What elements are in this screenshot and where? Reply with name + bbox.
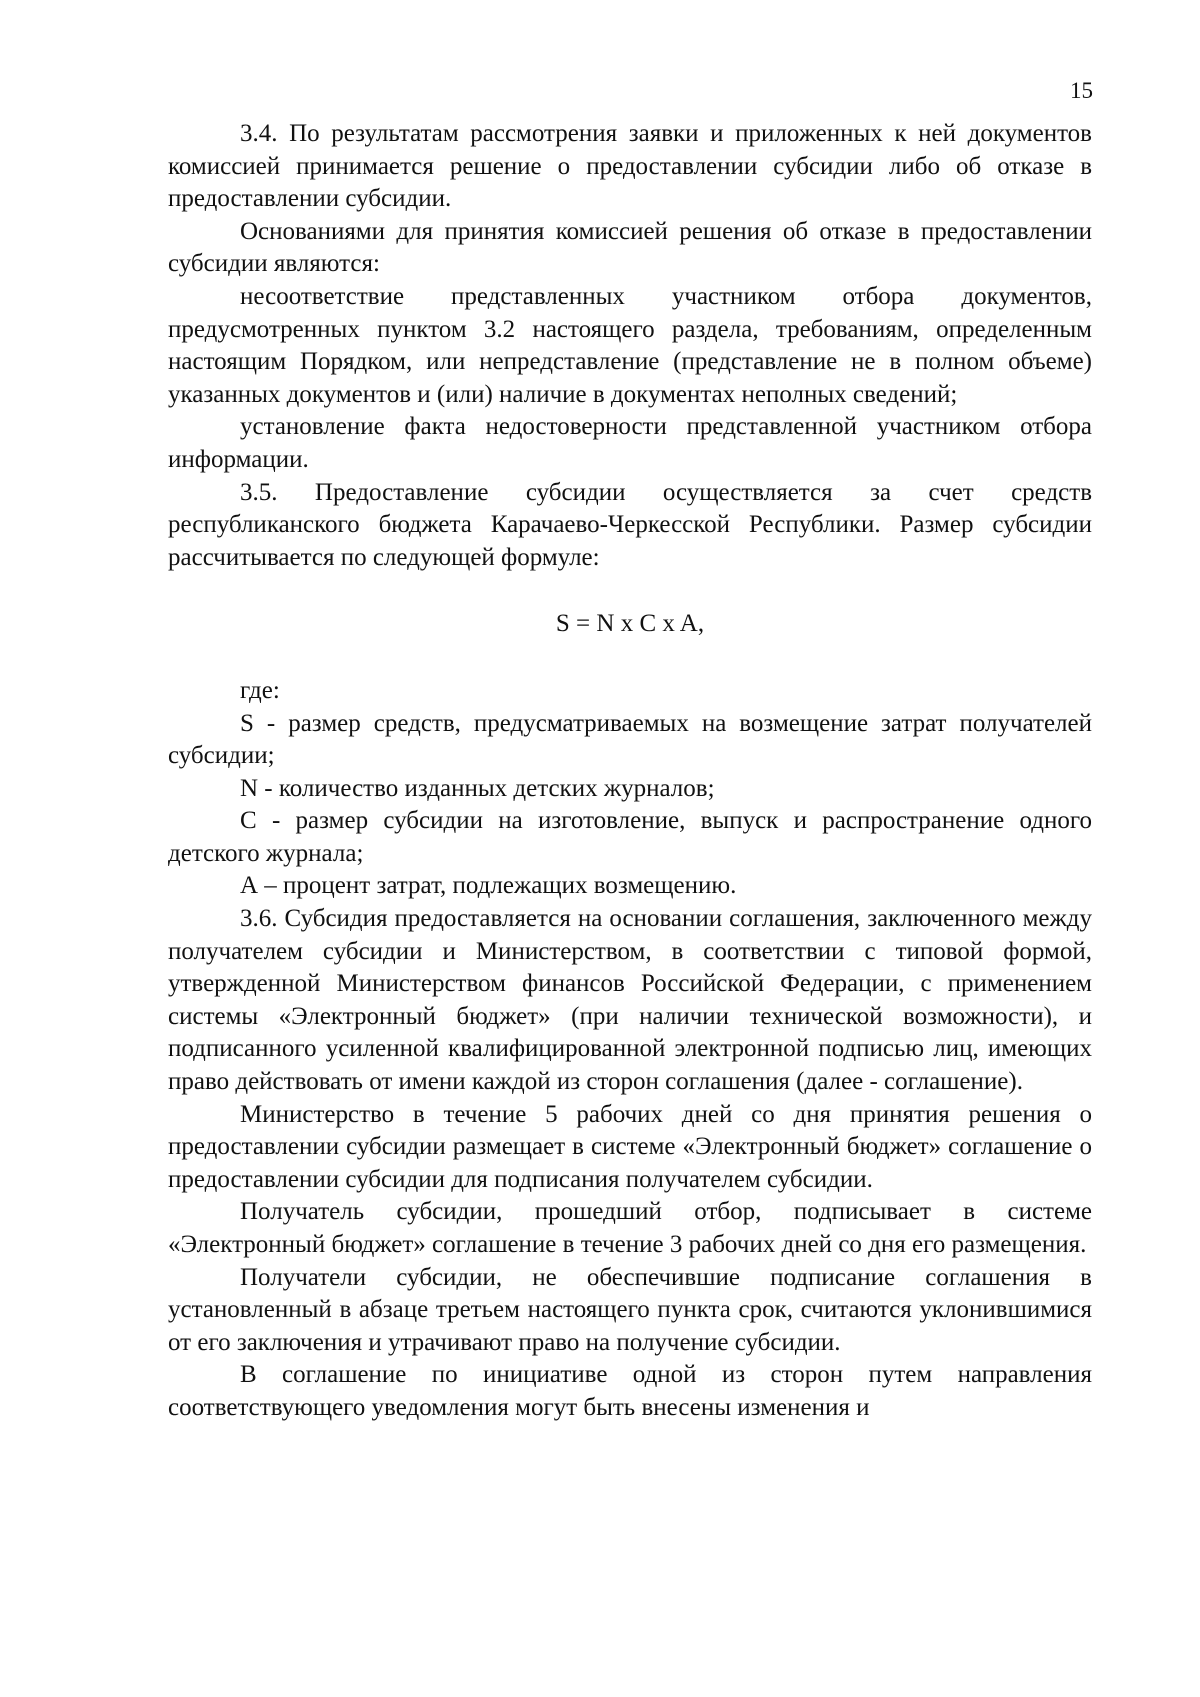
paragraph-unreliability: установление факта недостоверности представленной участником отбора информации. xyxy=(168,413,1092,473)
paragraph-3-4: 3.4. По результатам рассмотрения заявки и приложенных к ней документов комиссией принимается решение о предоставлении субсидии либо об отказе в предоставлении субсидии. xyxy=(168,120,1092,213)
paragraph-n-definition: N - количество изданных детских журналов; xyxy=(240,774,715,802)
paragraph-refusal-grounds: Основаниями для принятия комиссией решения об отказе в предоставлении субсидии являются: xyxy=(168,217,1092,278)
paragraph-s-definition: S - размер средств, предусматриваемых на возмещение затрат получателей субсидии; xyxy=(168,709,1092,770)
paragraph-nonconformity: несоответствие представленных участником отбора документов, предусмотренных пунктом 3.2 настоящего раздела, требованиям, определенным настоящим Порядком, или непредставление (представление не в полном объеме) указанных документов и (или) наличие в документах неполных сведений; xyxy=(168,282,1092,408)
paragraph-3-5: 3.5. Предоставление субсидии осуществляется за счет средств республиканского бюджета Карачаево-Черкесской Республики. Размер субсидии рассчитывается по следующей формуле: xyxy=(168,478,1092,571)
subsidy-formula: S = N x C x A, xyxy=(555,610,705,638)
paragraph-ministry-placement: Министерство в течение 5 рабочих дней со дня принятия решения о предоставлении субсидии размещает в системе «Электронный бюджет» соглашение о предоставлении субсидии для подписания получателем субсидии. xyxy=(168,1100,1092,1193)
paragraph-c-definition: С - размер субсидии на изготовление, выпуск и распространение одного детского журнала; xyxy=(168,807,1092,867)
paragraph-3-6: 3.6. Субсидия предоставляется на основании соглашения, заключенного между получателем субсидии и Министерством, в соответствии с типовой формой, утвержденной Министерством финансов Российской Федерации, с применением системы «Электронный бюджет» (при наличии технической возможности), и подписанного усиленной квалифицированной электронной подписью лиц, имеющих право действовать от имени каждой из сторон соглашения (далее - соглашение). xyxy=(168,905,1092,1096)
paragraph-where: где: xyxy=(240,676,280,704)
document-body xyxy=(168,118,1092,1425)
paragraph-recipient-signing: Получатель субсидии, прошедший отбор, подписывает в системе «Электронный бюджет» соглашение в течение 3 рабочих дней со дня его размещения. xyxy=(168,1198,1092,1258)
page-number: 15 xyxy=(1070,78,1093,103)
paragraph-amendments: В соглашение по инициативе одной из сторон путем направления соответствующего уведомления могут быть внесены изменения и xyxy=(168,1361,1092,1421)
paragraph-a-definition: А – процент затрат, подлежащих возмещению. xyxy=(240,872,737,900)
paragraph-evasion: Получатели субсидии, не обеспечившие подписание соглашения в установленный в абзаце третьем настоящего пункта срок, считаются уклонившимися от его заключения и утрачивают право на получение субсидии. xyxy=(168,1263,1092,1356)
